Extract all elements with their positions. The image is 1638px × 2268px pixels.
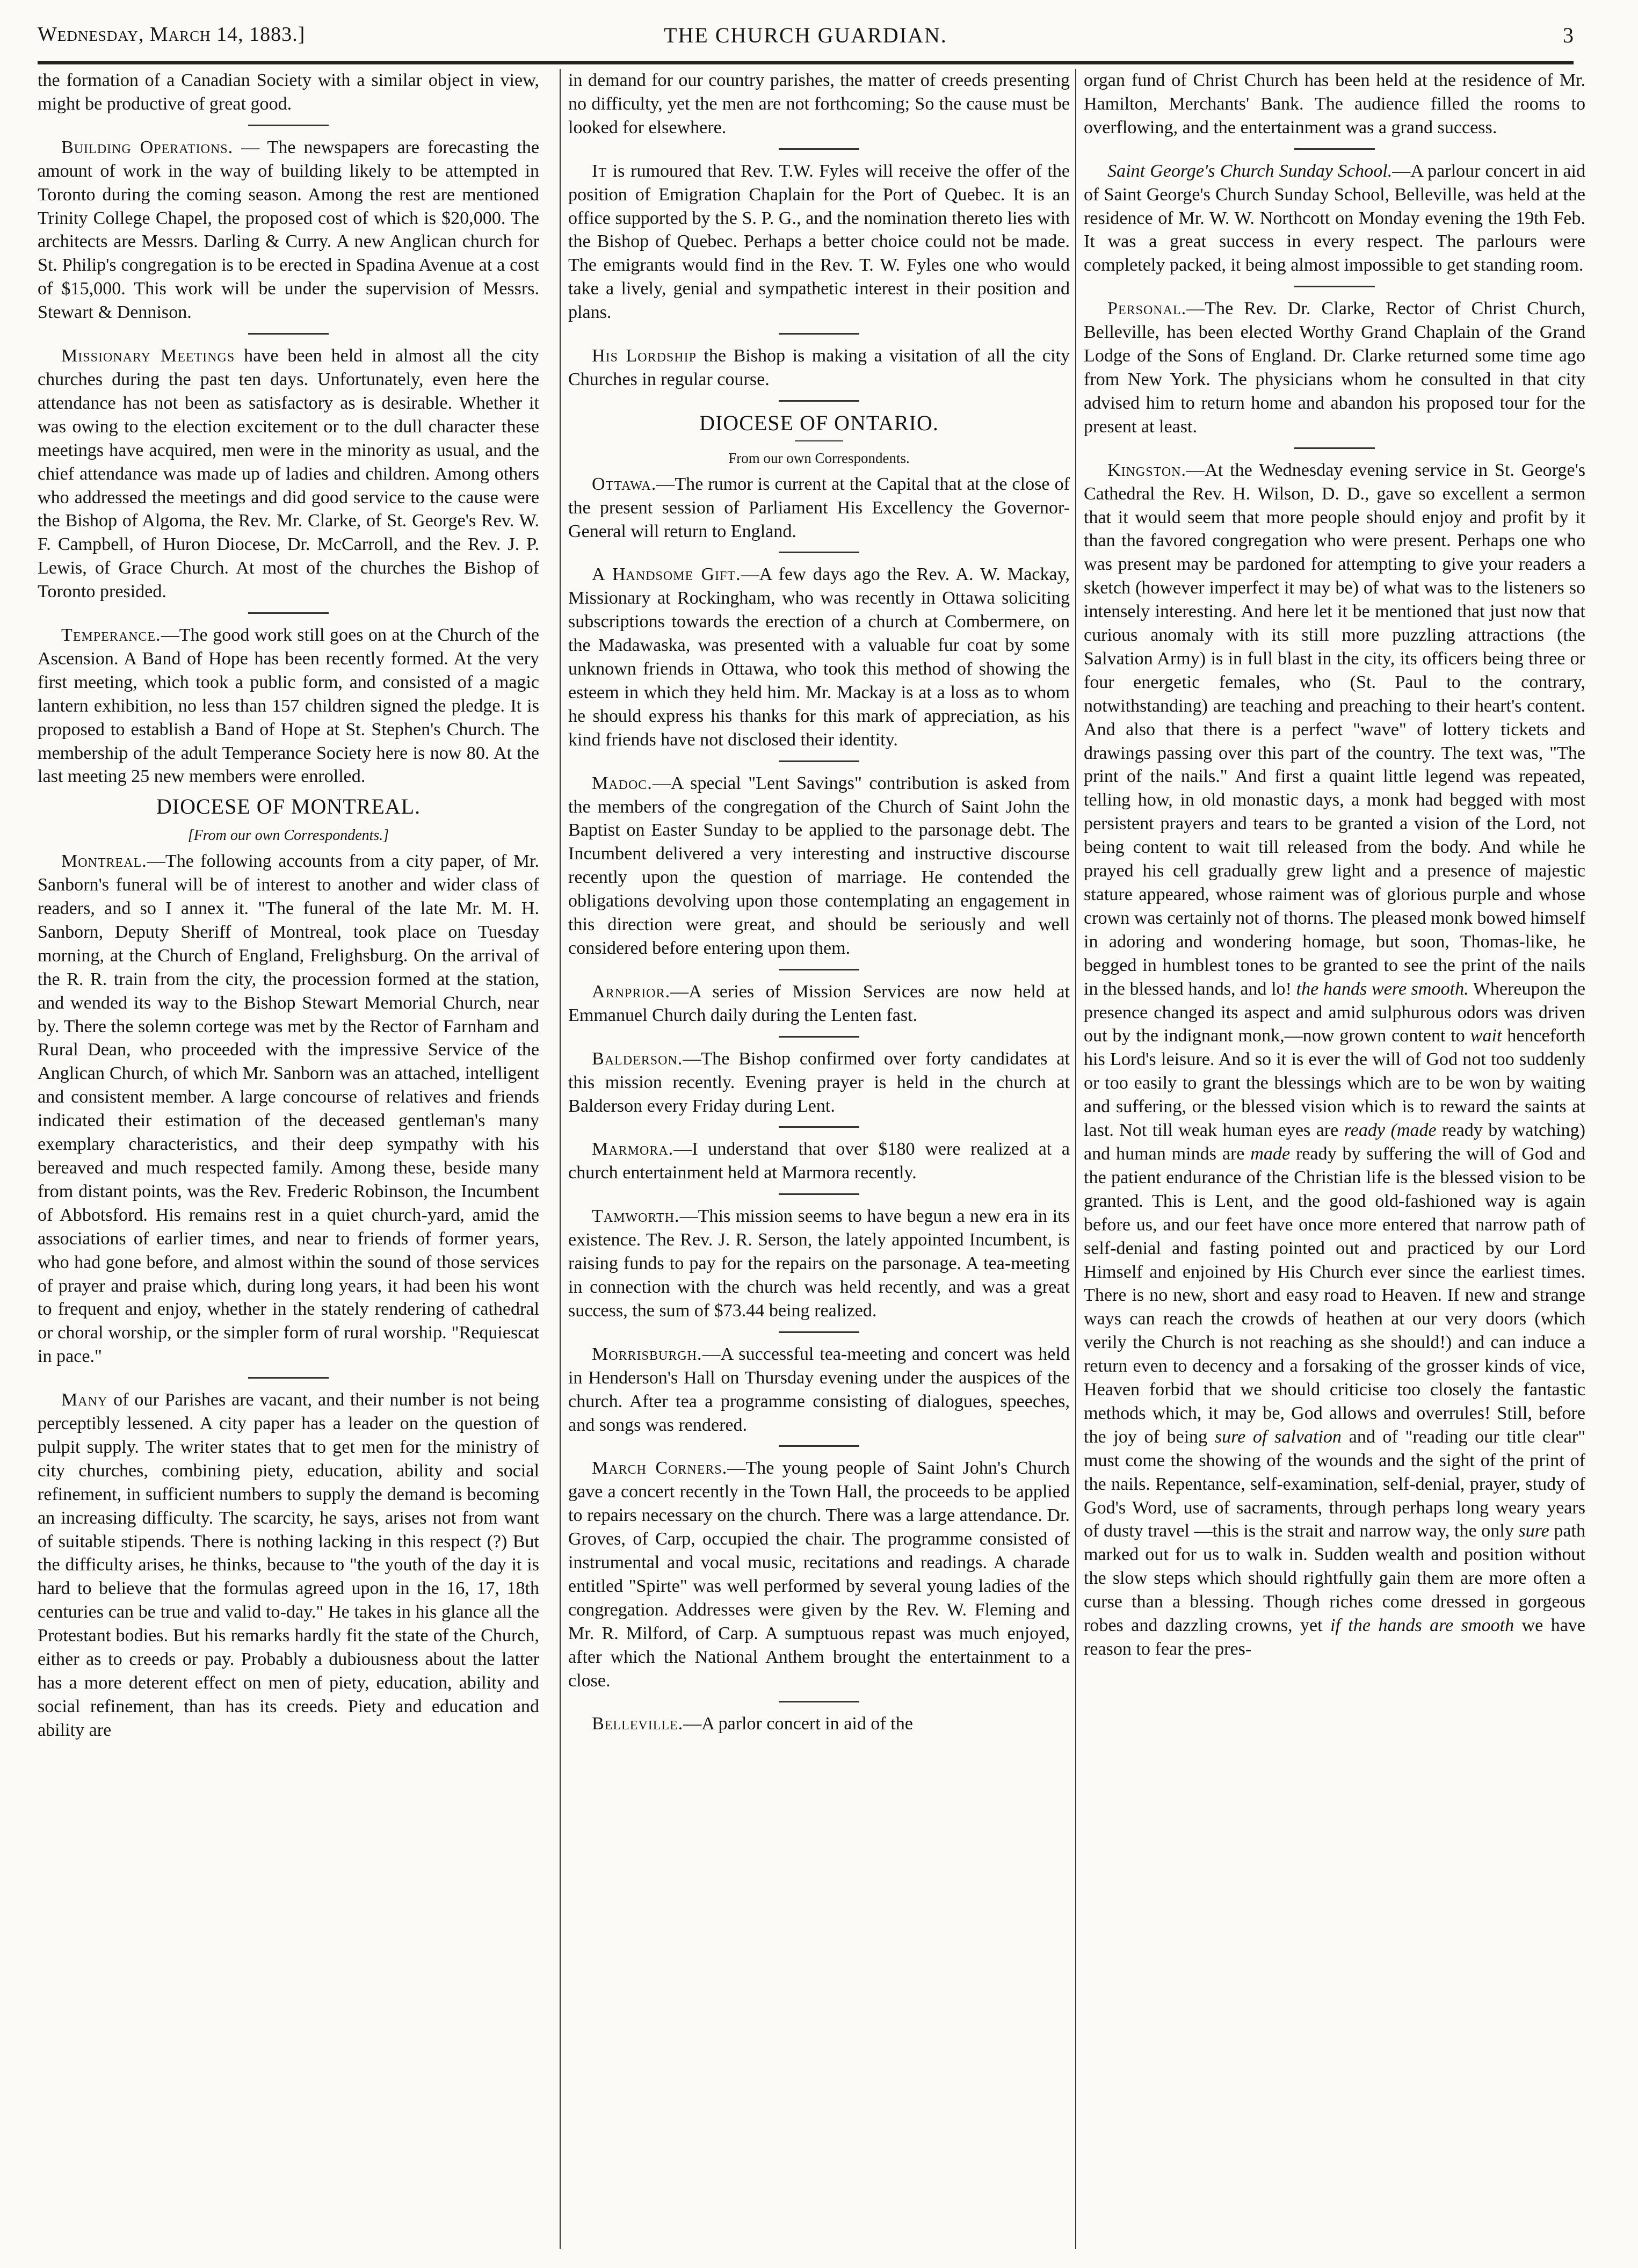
- paragraph-text: —A special "Lent Savings" contribution is asked from the members of the congregation of the Church of Saint John the Baptist on Easter Sunday to be applied to the parsonage debt. The Incumbent delivered a very interesting and instructive discourse recently upon the question of marriage. He contended the obligations devolving upon those contemplating an engagement in this direction were great, and should be seriously and well considered before entering upon them.: [568, 773, 1070, 958]
- paragraph-text: —A parlor concert in aid of the: [683, 1714, 913, 1734]
- paragraph-marmora: [568, 1137, 1070, 1185]
- separator: [1294, 148, 1375, 150]
- paragraph-saint-george: [1084, 160, 1585, 278]
- column-rule: [560, 69, 561, 2249]
- lead-term: Kingston.: [1107, 460, 1187, 480]
- lead-term: Ottawa.: [592, 474, 657, 494]
- paragraph-lordship: [568, 344, 1070, 392]
- lead-term: A Handsome Gift.: [592, 564, 741, 585]
- paragraph-personal: [1084, 297, 1585, 438]
- paragraph-text: —A parlour concert in aid of Saint George's Church Sunday School, Belleville, was held at the residence of Mr. W. W. Northcott on Monday evening the 19th Feb. It was a great success in every respect. The parlours were completely packed, it being almost impossible to get standing room.: [1084, 161, 1585, 276]
- lead-term: March Corners.: [592, 1458, 728, 1479]
- column-1: [38, 69, 539, 2249]
- separator: [1294, 447, 1375, 449]
- separator: [779, 552, 859, 553]
- separator: [779, 1126, 859, 1128]
- paragraph-text: —The Rev. Dr. Clarke, Rector of Christ Church, Belleville, has been elected Worthy Grand Chaplain of the Grand Lodge of the Sons of England. Dr. Clarke returned some time ago from New York. The physicians whom he consulted in that city advised him to return home and abandon his proposed tour for the present at least.: [1084, 299, 1585, 437]
- paragraph-text: —The Bishop confirmed over forty candidates at this mission recently. Evening prayer is held in the church at Balderson every Friday during Lent.: [568, 1048, 1070, 1116]
- separator: [779, 1445, 859, 1447]
- lead-term: It: [592, 161, 607, 181]
- paragraph-text: — The newspapers are forecasting the amount of work in the way of building likely to be attempted in Toronto during the coming season. Among the rest are mentioned Trinity College Chapel, the proposed cost of which is $20,000. The architects are Messrs. Darling & Curry. A new Anglican church for St. Philip's congregation is to be erected in Spadina Avenue at a cost of $15,000. This work will be under the supervision of Messrs. Stewart & Dennison.: [38, 137, 539, 323]
- lead-term: His Lordship: [592, 346, 697, 366]
- separator: [779, 400, 859, 402]
- paragraph: in demand for our country parishes, the matter of creeds presenting no difficulty, yet the men are not forthcoming; So the cause must be looked for elsewhere.: [568, 70, 1070, 137]
- lead-term: Tamworth.: [592, 1206, 680, 1227]
- section-heading: DIOCESE OF MONTREAL.: [156, 794, 421, 819]
- paragraph-text: —I understand that over $180 were realized at a church entertainment held at Marmora recently.: [568, 1139, 1070, 1183]
- separator: [779, 1701, 859, 1702]
- paragraph-fyles: [568, 160, 1070, 324]
- paragraph-text: —The following accounts from a city paper, of Mr. Sanborn's funeral will be of interest to another and wider class of readers, and so I annex it. "The funeral of the late Mr. M. H. Sanborn, Deputy Sheriff of Montreal, took place on Tuesday morning, at the Church of England, Frelighsburg. On the arrival of the R. R. train from the city, the procession formed at the station, and wended its way to the Bishop Stewart Memorial Church, near by. There the solemn cortege was met by the Rector of Farnham and Rural Dean, who proceeded with the impressive Service of the Anglican Church, of which Mr. Sanborn was an attached, intelligent and consistent member. A large concourse of relatives and friends indicated their estimation of the deceased gentleman's many exemplary characteristics, and their deep sympathy with his bereaved and much respected family. Among these, beside many from distant points, was the Rev. Frederic Robinson, the Incumbent of Abbotsford. His remains rest in a quiet church-yard, amid the associations of earlier times, and near to friends of former years, who had gone before, and almost within the sound of those services of prayer and praise which, during long years, it had been his wont to frequent and enjoy, whether in the stately rendering of cathedral or choral worship, or the simpler form of rural worship. "Requiescat in pace.": [38, 851, 539, 1367]
- paragraph-missionary: [38, 344, 539, 604]
- paragraph-text: ready by watching) and human minds are: [1084, 1120, 1585, 1164]
- lead-term: Belleville.: [592, 1714, 684, 1734]
- paragraph-text: —At the Wednesday evening service in St. George's Cathedral the Rev. H. Wilson, D. D., gave so excellent a sermon that it would seem that more people should enjoy and profit by it than the favored congregation who were present. Perhaps one who was present may be pardoned for attempting to give your readers a sketch (however imperfect it may be) of what was to the listeners so intensely interesting. And here let it be mentioned that just now that curious anomaly with its still more puzzling attractions (the Salvation Army) is in full blast in the city, its officers being three or four energetic females, who (St. Paul to the contrary, notwithstanding) are teaching and preaching to their heart's content. And also that there is a perfect "wave" of lottery tickets and drawings passing over this part of the country. The text was, "The print of the nails." And first a quaint little legend was repeated, telling how, in old monastic days, a monk had begged with most persistent prayers and tears to be granted a vision of the Lord, not being content to wait till released from the body. And while he prayed his cell gradually grew light and a presence of majestic stature appeared, whose raiment was of glorious purple and whose crown was certainly not of thorns. The pleased monk bowed himself in adoring and wondering homage, but soon, Thomas-like, he begged in humblest tones to be granted to see the print of the nails in the blessed hands, and lo!: [1084, 460, 1585, 999]
- paragraph: the formation of a Canadian Society with a similar object in view, might be productive of great good.: [38, 70, 539, 114]
- paragraph-text: ready by suffering the will of God and the patient endurance of the Christian life is the blessed vision to be granted. This is Lent, and the good old-fashioned way is again before us, and our feet have once more entered that narrow path of self-denial and fasting pointed out and practiced by our Lord Himself and enjoined by His Church ever since the earliest times. There is no new, short and easy road to Heaven. If new and strange ways can reach the crowds of heathen at our very doors (which verily the Church is not reaching as she should!) and can induce a return even to decency and a forsaking of the grosser kinds of vice, Heaven forbid that we should criticise too closely the fantastic methods which, it may be, God allows and overrules! Still, before the joy of being: [1084, 1143, 1585, 1447]
- italic-phrase: if the hands are smooth: [1330, 1615, 1514, 1636]
- paragraph-kingston: [1084, 459, 1585, 1661]
- separator: [779, 1193, 859, 1195]
- separator: [248, 333, 329, 335]
- separator: [779, 333, 859, 335]
- issue-date: Wednesday, March 14, 1883.]: [38, 23, 306, 46]
- paragraph-text: of our Parishes are vacant, and their number is not being perceptibly lessened. A city paper has a leader on the question of pulpit supply. The writer states that to get men for the ministry of city churches, combining piety, education, ability and social refinement, in sufficient numbers to supply the demand is becoming an increasing difficulty. The scarcity, he says, arises not from want of suitable stipends. There is nothing lacking in this respect (?) But the difficulty arises, he thinks, because to "the youth of the day it is hard to believe that the formulas agreed upon in the 16, 17, 18th centuries can be true and valid to-day." He takes in his glance all the Protestant bodies. But his remarks hardly fit the state of the Church, either as to creeds or pay. Probably a dubiousness about the latter has a more deterent effect on men of piety, education, ability and social refinement, than has its creeds. Piety and education and ability are: [38, 1390, 539, 1740]
- column-3: [1084, 69, 1585, 2249]
- separator: [248, 125, 329, 126]
- separator: [779, 969, 859, 970]
- paragraph-ottawa: [568, 473, 1070, 544]
- column-2: [568, 69, 1070, 2249]
- separator: [779, 1331, 859, 1333]
- lead-term: Morrisburgh.: [592, 1344, 702, 1364]
- paragraph-text: path marked out for us to walk in. Sudden wealth and position without the slow steps which should rightfully gain them are more often a curse than a blessing. Though riches come dressed in gorgeous robes and dazzling crowns, yet: [1084, 1521, 1585, 1636]
- paragraph-arnprior: [568, 980, 1070, 1027]
- lead-term: Balderson.: [592, 1048, 683, 1069]
- lead-term: Many: [61, 1390, 108, 1410]
- italic-phrase: the hands were smooth.: [1296, 979, 1469, 999]
- separator: [779, 760, 859, 762]
- paragraph-balderson: [568, 1047, 1070, 1118]
- paragraph-gift: [568, 563, 1070, 751]
- lead-term: Arnprior.: [592, 981, 671, 1002]
- paragraph-madoc: [568, 772, 1070, 960]
- paragraph-text: have been held in almost all the city churches during the past ten days. Unfortunately, even here the attendance has not been as satisfactory as is desirable. Whether it was owing to the election excitement or to the dull character these meetings have acquired, men were in the minority as usual, and the chief attendance was made up of ladies and children. Among others who addressed the meetings and did good service to the cause were the Bishop of Algoma, the Rev. Mr. Clarke, of St. George's Rev. W. F. Campbell, of Huron Diocese, Dr. McCarroll, and the Rev. J. P. Lewis, of Grace Church. At most of the churches the Bishop of Toronto presided.: [38, 346, 539, 602]
- italic-phrase: made: [1250, 1143, 1291, 1164]
- paragraph-text: —A few days ago the Rev. A. W. Mackay, Missionary at Rockingham, who was recently in Ottawa soliciting subscriptions towards the erection of a church at Combermere, on the Madawaska, was presented with a valuable fur coat by some unknown friends in Ottawa, who took this method of showing the esteem in which they held him. Mr. Mackay is at a loss as to whom he should express his thanks for this mark of appreciation, as his kind friends have not disclosed their identity.: [568, 564, 1070, 750]
- lead-term: Temperance.: [61, 625, 161, 646]
- paragraph-text: henceforth his Lord's leisure. And so it is ever the will of God not too suddenly or too easily to grant the blessings which are to be won by waiting and suffering, or the blessed vision which is to reward the saints at last. Not till weak human eyes are: [1084, 1026, 1585, 1141]
- newspaper-title: THE CHURCH GUARDIAN.: [664, 23, 947, 47]
- separator: [779, 1036, 859, 1038]
- paragraph-temperance: [38, 624, 539, 788]
- separator: [779, 148, 859, 150]
- paragraph-tamworth: [568, 1205, 1070, 1323]
- paragraph-text: —A successful tea-meeting and concert was held in Henderson's Hall on Thursday evening under the auspices of the church. After tea a programme consisting of dialogues, speeches, and songs was rendered.: [568, 1344, 1070, 1435]
- italic-phrase: sure of salvation: [1214, 1426, 1342, 1447]
- paragraph-belleville: [568, 1712, 1070, 1736]
- lead-term: Missionary Meetings: [61, 346, 235, 366]
- paragraph-building: [38, 136, 539, 324]
- paragraph-text: —The rumor is current at the Capital that at the close of the present session of Parliament His Excellency the Governor-General will return to England.: [568, 474, 1070, 541]
- lead-term: Montreal.: [61, 851, 147, 872]
- separator: [248, 1377, 329, 1379]
- section-subheading: From our own Correspondents.: [728, 450, 910, 466]
- paragraph-morrisburgh: [568, 1343, 1070, 1437]
- separator: [1294, 286, 1375, 287]
- paragraph-march-corners: [568, 1457, 1070, 1692]
- lead-term: Saint George's Church Sunday School.: [1107, 161, 1393, 181]
- section-subheading: [From our own Correspondents.]: [187, 827, 389, 844]
- paragraph-text: and of "reading our title clear" must come the showing of the wounds and the sight of the print of the nails. Repentance, self-examination, self-denial, prayer, study of God's Word, use of sacraments, through perhaps long weary years of dusty travel —this is the strait and narrow way, the only: [1084, 1426, 1585, 1541]
- separator: [795, 440, 843, 441]
- column-rule: [1075, 69, 1076, 2249]
- paragraph-text: is rumoured that Rev. T.W. Fyles will receive the offer of the position of Emigration Chaplain for the Port of Quebec. It is an office supported by the S. P. G., and the nomination thereto lies with the Bishop of Quebec. Perhaps a better choice could not be made. The emigrants would find in the Rev. T. W. Fyles one who would take a lively, genial and sympathetic interest in their position and plans.: [568, 161, 1070, 323]
- separator: [248, 612, 329, 614]
- paragraph-text: the Bishop is making a visitation of all the city Churches in regular course.: [568, 346, 1070, 389]
- paragraph-montreal: [38, 850, 539, 1368]
- lead-term: Building Operations.: [61, 137, 234, 157]
- section-heading: DIOCESE OF ONTARIO.: [699, 410, 939, 435]
- italic-phrase: ready (made: [1344, 1120, 1437, 1141]
- lead-term: Personal.: [1107, 299, 1187, 319]
- lead-term: Marmora.: [592, 1139, 674, 1160]
- paragraph: organ fund of Christ Church has been held at the residence of Mr. Hamilton, Merchants' Bank. The audience filled the rooms to overflowing, and the entertainment was a grand success.: [1084, 70, 1585, 137]
- paragraph-text: —This mission seems to have begun a new era in its existence. The Rev. J. R. Serson, the lately appointed Incumbent, is raising funds to pay for the repairs on the parsonage. A tea-meeting in connection with the church was held recently, and was a great success, the sum of $73.44 being realized.: [568, 1206, 1070, 1321]
- lead-term: Madoc.: [592, 773, 653, 793]
- italic-phrase: wait: [1470, 1026, 1502, 1046]
- masthead: [38, 15, 1574, 64]
- page-number: 3: [1563, 23, 1574, 47]
- paragraph-text: we have reason to fear the pres-: [1084, 1615, 1585, 1659]
- italic-phrase: sure: [1518, 1521, 1549, 1541]
- paragraph-text: —The good work still goes on at the Church of the Ascension. A Band of Hope has been recently formed. At the very first meeting, which took a public form, and consisted of a magic lantern exhibition, no less than 157 children signed the pledge. It is proposed to establish a Band of Hope at St. Stephen's Church. The membership of the adult Temperance Society here is now 80. At the last meeting 25 new members were enrolled.: [38, 625, 539, 787]
- paragraph-text: —The young people of Saint John's Church gave a concert recently in the Town Hall, the proceeds to be applied to repairs necessary on the church. There was a large attendance. Dr. Groves, of Carp, occupied the chair. The programme consisted of instrumental and vocal music, recitations and readings. A charade entitled "Spirte" was well performed by several young ladies of the congregation. Addresses were given by the Rev. W. Fleming and Mr. R. Milford, of Carp. A sumptuous repast was much enjoyed, after which the National Anthem brought the entertainment to a close.: [568, 1458, 1070, 1691]
- paragraph-many: [38, 1388, 539, 1742]
- paragraph-text: —A series of Mission Services are now held at Emmanuel Church daily during the Lenten fast.: [568, 981, 1070, 1025]
- paragraph-text: Whereupon the presence changed its aspect and amid sulphurous odors was driven out by the indignant monk,—now grown content to: [1084, 979, 1585, 1046]
